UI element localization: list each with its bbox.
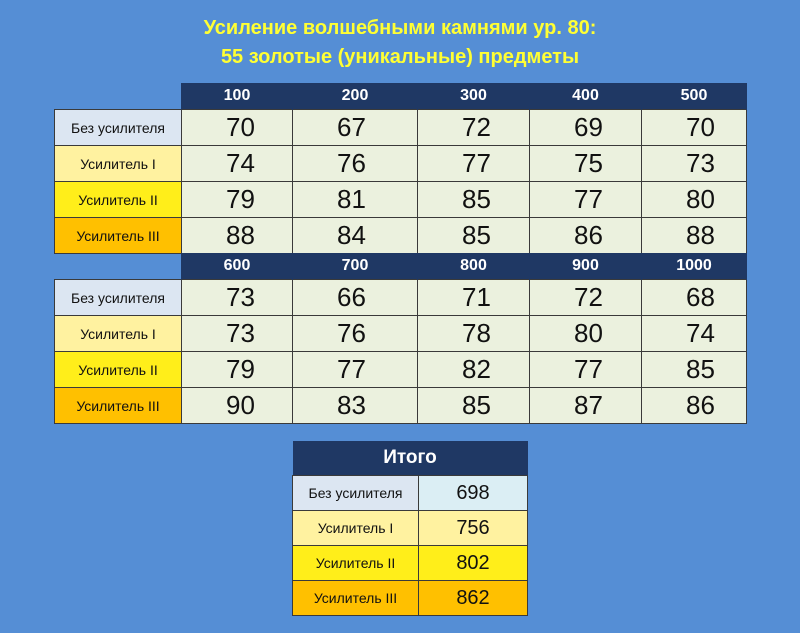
value-cell: 71 xyxy=(418,280,530,316)
value-cell: 82 xyxy=(418,352,530,388)
totals-row xyxy=(293,511,528,546)
totals-row xyxy=(293,476,528,511)
table-row xyxy=(55,352,747,388)
row-label: Без усилителя xyxy=(55,280,182,316)
value-cell: 80 xyxy=(642,182,747,218)
value-cell: 73 xyxy=(642,146,747,182)
title-line-1: Усиление волшебными камнями ур. 80: xyxy=(203,17,597,39)
value-cell: 78 xyxy=(418,316,530,352)
totals-row xyxy=(293,581,528,616)
value-cell: 72 xyxy=(418,110,530,146)
value-cell: 85 xyxy=(418,182,530,218)
table-row xyxy=(55,146,747,182)
value-cell: 76 xyxy=(293,316,418,352)
table-row xyxy=(55,110,747,146)
value-cell: 70 xyxy=(182,110,293,146)
title-line-2: 55 золотые (уникальные) предметы xyxy=(220,46,580,68)
grid-block-1 xyxy=(54,83,747,254)
totals-value: 756 xyxy=(419,511,528,546)
value-cell: 77 xyxy=(530,352,642,388)
totals-row-label: Усилитель III xyxy=(293,581,419,616)
table-row xyxy=(55,218,747,254)
totals-row-label: Без усилителя xyxy=(293,476,419,511)
table-row xyxy=(55,182,747,218)
column-header: 1000 xyxy=(642,253,747,280)
row-label: Усилитель II xyxy=(55,182,182,218)
header-blank xyxy=(55,253,182,280)
value-cell: 77 xyxy=(530,182,642,218)
table-row xyxy=(55,388,747,424)
totals-value: 862 xyxy=(419,581,528,616)
value-cell: 73 xyxy=(182,316,293,352)
value-cell: 68 xyxy=(642,280,747,316)
value-cell: 87 xyxy=(530,388,642,424)
value-cell: 84 xyxy=(293,218,418,254)
value-cell: 85 xyxy=(418,388,530,424)
value-cell: 74 xyxy=(642,316,747,352)
value-cell: 70 xyxy=(642,110,747,146)
value-cell: 90 xyxy=(182,388,293,424)
column-header: 700 xyxy=(293,253,418,280)
totals-table xyxy=(292,441,528,616)
totals-title: Итого xyxy=(293,441,528,476)
column-header: 600 xyxy=(182,253,293,280)
value-cell: 75 xyxy=(530,146,642,182)
value-cell: 74 xyxy=(182,146,293,182)
totals-row-label: Усилитель II xyxy=(293,546,419,581)
table-row xyxy=(55,280,747,316)
column-header: 300 xyxy=(418,83,530,110)
table-row xyxy=(55,316,747,352)
row-label: Усилитель III xyxy=(55,388,182,424)
totals-value: 698 xyxy=(419,476,528,511)
value-cell: 80 xyxy=(530,316,642,352)
column-header: 100 xyxy=(182,83,293,110)
value-cell: 67 xyxy=(293,110,418,146)
totals-row-label: Усилитель I xyxy=(293,511,419,546)
grid-block-2 xyxy=(54,253,747,424)
column-header: 500 xyxy=(642,83,747,110)
header-blank xyxy=(55,83,182,110)
totals-value: 802 xyxy=(419,546,528,581)
value-cell: 86 xyxy=(642,388,747,424)
value-cell: 81 xyxy=(293,182,418,218)
value-cell: 85 xyxy=(642,352,747,388)
value-cell: 88 xyxy=(642,218,747,254)
value-cell: 79 xyxy=(182,352,293,388)
value-cell: 79 xyxy=(182,182,293,218)
column-header: 200 xyxy=(293,83,418,110)
value-cell: 86 xyxy=(530,218,642,254)
totals-row xyxy=(293,546,528,581)
value-cell: 77 xyxy=(293,352,418,388)
column-header: 800 xyxy=(418,253,530,280)
column-header: 900 xyxy=(530,253,642,280)
chart-title xyxy=(0,14,800,72)
value-cell: 83 xyxy=(293,388,418,424)
column-header: 400 xyxy=(530,83,642,110)
value-cell: 88 xyxy=(182,218,293,254)
row-label: Без усилителя xyxy=(55,110,182,146)
value-cell: 66 xyxy=(293,280,418,316)
row-label: Усилитель I xyxy=(55,316,182,352)
value-cell: 73 xyxy=(182,280,293,316)
value-cell: 77 xyxy=(418,146,530,182)
row-label: Усилитель I xyxy=(55,146,182,182)
row-label: Усилитель II xyxy=(55,352,182,388)
value-cell: 85 xyxy=(418,218,530,254)
value-cell: 76 xyxy=(293,146,418,182)
row-label: Усилитель III xyxy=(55,218,182,254)
value-cell: 72 xyxy=(530,280,642,316)
value-cell: 69 xyxy=(530,110,642,146)
